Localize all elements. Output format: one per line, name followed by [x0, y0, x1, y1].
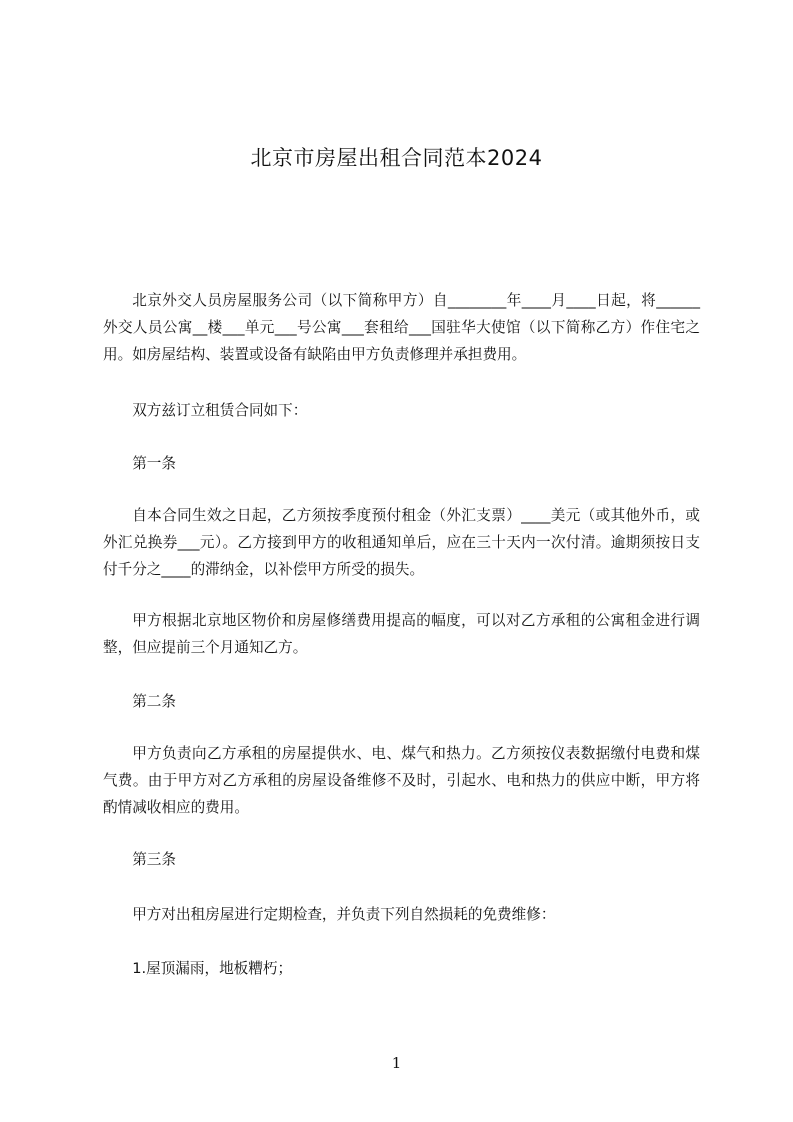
paragraph-preamble: 北京外交人员房屋服务公司（以下简称甲方）自________年____月____日起，将______外交人员公寓__楼___单元___号公寓___套租给___国驻华大使馆（以下简称乙方）作住宅之用。如房屋结构、装置或设备有缺陷由甲方负责修理并承担费用。: [103, 292, 700, 363]
paragraph-article-2-utilities: 甲方负责向乙方承租的房屋提供水、电、煤气和热力。乙方须按仪表数据缴付电费和煤气费。由于甲方对乙方承租的房屋设备维修不及时，引起水、电和热力的供应中断，甲方将酌情减收相应的费用。: [103, 745, 700, 816]
article-heading-3: 第三条: [132, 851, 176, 868]
article-heading-2: 第二条: [132, 693, 176, 710]
paragraph-article-3-inspection: 甲方对出租房屋进行定期检查，并负责下列自然损耗的免费维修：: [132, 906, 556, 923]
paragraph-agreement-intro: 双方兹订立租赁合同如下：: [132, 402, 308, 419]
page-number: 1: [391, 1054, 402, 1072]
paragraph-article-1-adjustment: 甲方根据北京地区物价和房屋修缮费用提高的幅度，可以对乙方承租的公寓租金进行调整，但应提前三个月通知乙方。: [103, 612, 700, 656]
article-heading-1: 第一条: [132, 455, 176, 472]
list-item-roof-leak: 1.屋顶漏雨，地板糟朽；: [132, 960, 293, 977]
document-title: 北京市房屋出租合同范本2024: [250, 146, 543, 170]
paragraph-article-1-rent: 自本合同生效之日起，乙方须按季度预付租金（外汇支票）____美元（或其他外币，或外汇兑换券___元）。乙方接到甲方的收租通知单后，应在三十天内一次付清。逾期须按日支付千分之____的滞纳金，以补偿甲方所受的损失。: [103, 507, 700, 578]
